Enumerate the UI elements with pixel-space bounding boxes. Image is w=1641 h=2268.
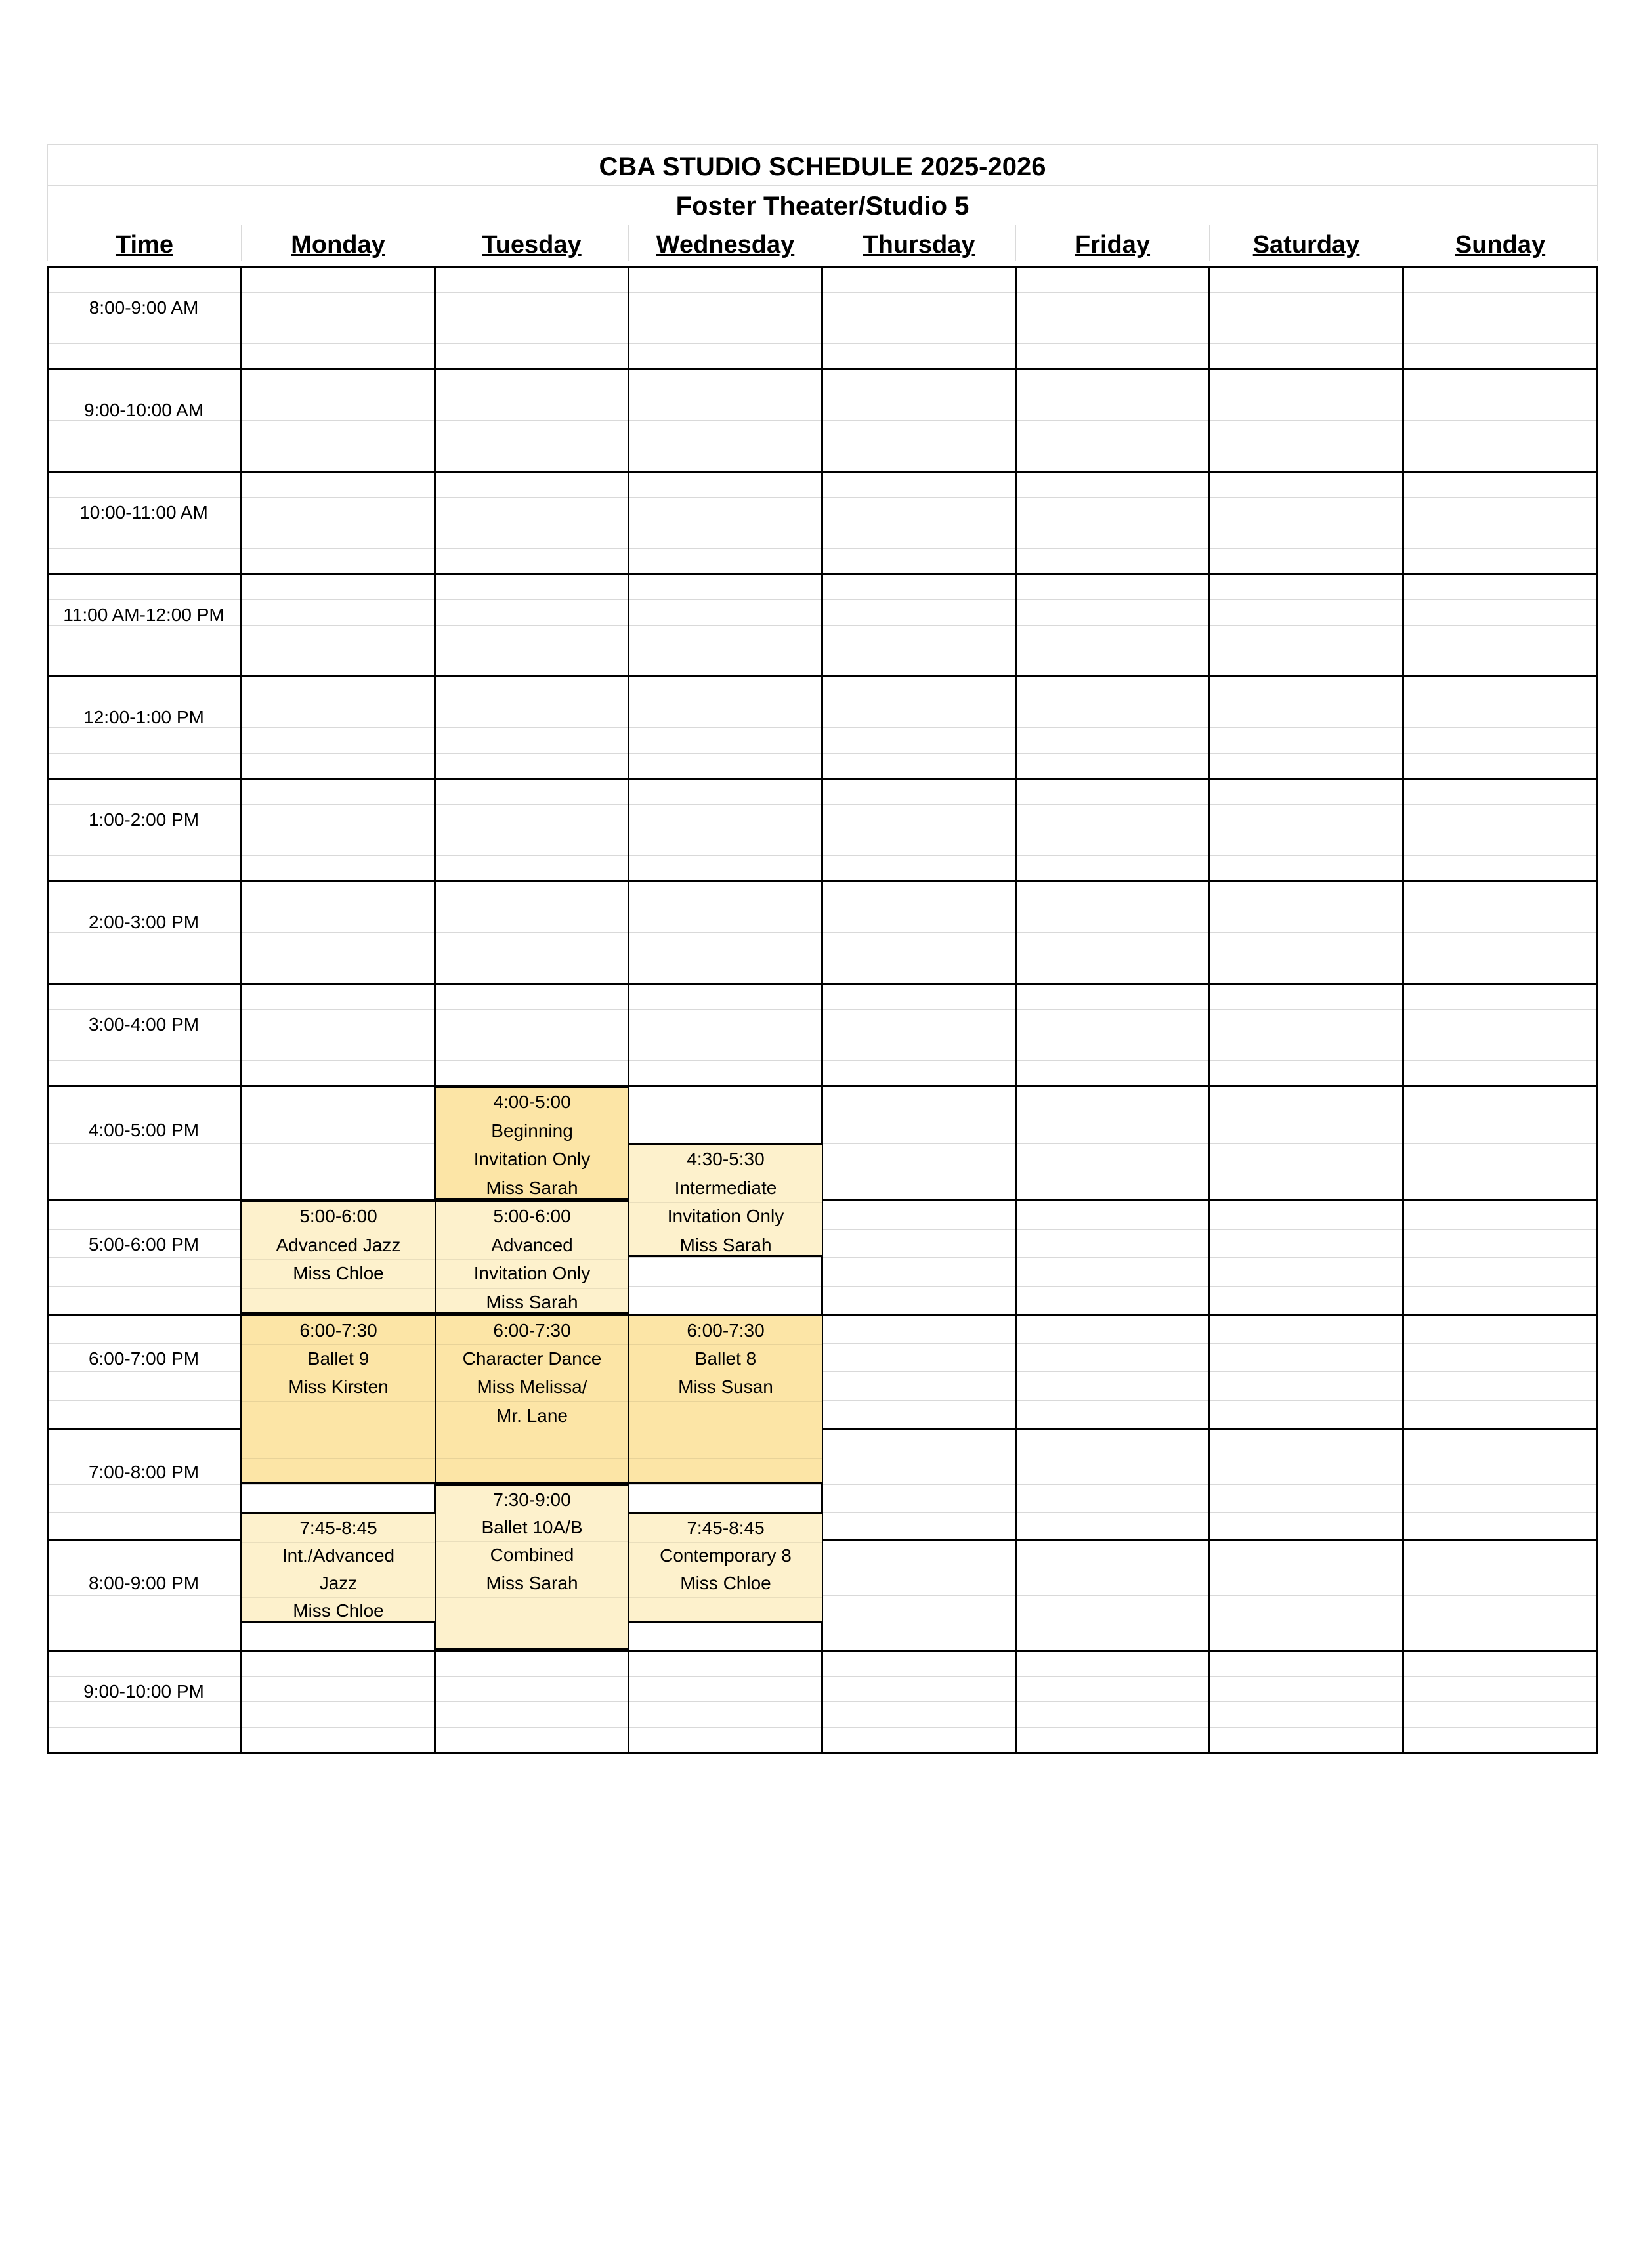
class-detail: Invitation Only bbox=[473, 1149, 591, 1169]
class-detail: Miss Susan bbox=[678, 1377, 773, 1398]
class-block bbox=[629, 1143, 822, 1257]
column-header-thursday: Thursday bbox=[822, 225, 1015, 261]
class-detail bbox=[629, 1458, 822, 1486]
class-detail: Beginning bbox=[491, 1120, 573, 1141]
schedule-title: CBA STUDIO SCHEDULE 2025-2026 bbox=[47, 144, 1598, 185]
time-slot-label: 2:00-3:00 PM bbox=[88, 911, 200, 932]
class-block bbox=[436, 1484, 628, 1650]
class-block bbox=[436, 1200, 628, 1314]
class-detail: Mr. Lane bbox=[496, 1405, 568, 1426]
class-detail bbox=[242, 1430, 435, 1458]
class-detail: Miss Sarah bbox=[679, 1234, 772, 1255]
time-slot-label: 12:00-1:00 PM bbox=[83, 706, 204, 727]
class-time: 6:00-7:30 bbox=[493, 1320, 571, 1340]
class-time: 4:30-5:30 bbox=[687, 1149, 765, 1169]
column-border bbox=[1015, 267, 1017, 1753]
class-detail: Ballet 9 bbox=[307, 1348, 370, 1369]
class-detail: Ballet 8 bbox=[694, 1348, 757, 1369]
class-detail bbox=[436, 1430, 628, 1458]
class-detail bbox=[242, 1288, 435, 1317]
class-detail bbox=[242, 1401, 435, 1430]
class-detail bbox=[436, 1597, 628, 1625]
time-slot-label: 11:00 AM-12:00 PM bbox=[63, 604, 224, 625]
class-time: 7:30-9:00 bbox=[493, 1489, 571, 1510]
schedule-subtitle: Foster Theater/Studio 5 bbox=[47, 185, 1598, 225]
class-detail: Miss Sarah bbox=[486, 1177, 578, 1198]
column-header-monday: Monday bbox=[241, 225, 435, 261]
class-detail: Jazz bbox=[319, 1572, 358, 1593]
class-time: 5:00-6:00 bbox=[299, 1206, 377, 1226]
class-detail: Miss Kirsten bbox=[288, 1377, 389, 1398]
class-time: 6:00-7:30 bbox=[299, 1320, 377, 1340]
class-detail: Miss Sarah bbox=[486, 1291, 578, 1312]
time-slot-label: 10:00-11:00 AM bbox=[79, 502, 208, 523]
class-detail bbox=[629, 1430, 822, 1458]
class-detail bbox=[629, 1597, 822, 1625]
time-slot-label: 1:00-2:00 PM bbox=[88, 809, 200, 830]
column-header-wednesday: Wednesday bbox=[628, 225, 822, 261]
column-header-time: Time bbox=[47, 225, 241, 261]
class-detail bbox=[629, 1401, 822, 1430]
column-header-friday: Friday bbox=[1015, 225, 1209, 261]
class-detail: Invitation Only bbox=[473, 1263, 591, 1283]
class-block bbox=[436, 1314, 628, 1484]
class-detail: Miss Sarah bbox=[486, 1572, 578, 1593]
class-detail bbox=[436, 1625, 628, 1652]
class-block bbox=[629, 1314, 822, 1484]
time-slot-label: 4:00-5:00 PM bbox=[88, 1120, 200, 1141]
column-header-sunday: Sunday bbox=[1403, 225, 1598, 261]
class-detail: Intermediate bbox=[674, 1177, 777, 1198]
time-slot-label: 9:00-10:00 AM bbox=[83, 399, 204, 420]
column-border bbox=[1208, 267, 1210, 1753]
column-border bbox=[1596, 267, 1598, 1753]
column-border bbox=[47, 267, 49, 1753]
class-block bbox=[242, 1512, 435, 1623]
class-block bbox=[436, 1086, 628, 1200]
class-detail: Miss Chloe bbox=[293, 1263, 384, 1283]
class-detail: Combined bbox=[490, 1545, 574, 1566]
column-header-tuesday: Tuesday bbox=[435, 225, 628, 261]
column-header-saturday: Saturday bbox=[1209, 225, 1403, 261]
class-detail: Miss Chloe bbox=[293, 1600, 384, 1621]
time-slot-label: 9:00-10:00 PM bbox=[83, 1680, 204, 1701]
schedule-grid bbox=[47, 144, 1598, 2268]
class-detail: Int./Advanced bbox=[282, 1545, 395, 1566]
class-detail: Miss Melissa/ bbox=[477, 1377, 587, 1398]
class-detail bbox=[436, 1458, 628, 1486]
class-detail: Miss Chloe bbox=[680, 1572, 771, 1593]
class-time: 5:00-6:00 bbox=[493, 1206, 571, 1226]
time-slot-label: 5:00-6:00 PM bbox=[88, 1234, 200, 1255]
class-block bbox=[242, 1314, 435, 1484]
class-block bbox=[242, 1200, 435, 1314]
class-detail bbox=[242, 1458, 435, 1486]
class-time: 6:00-7:30 bbox=[687, 1320, 765, 1340]
class-detail: Advanced Jazz bbox=[276, 1234, 401, 1255]
class-block bbox=[629, 1512, 822, 1623]
column-border bbox=[1402, 267, 1404, 1753]
class-time: 7:45-8:45 bbox=[299, 1517, 377, 1538]
class-time: 7:45-8:45 bbox=[687, 1517, 765, 1538]
class-detail: Invitation Only bbox=[667, 1206, 784, 1226]
class-detail: Advanced bbox=[491, 1234, 573, 1255]
class-time: 4:00-5:00 bbox=[493, 1092, 571, 1112]
class-detail: Ballet 10A/B bbox=[481, 1517, 583, 1538]
class-detail: Character Dance bbox=[462, 1348, 602, 1369]
time-slot-label: 3:00-4:00 PM bbox=[88, 1014, 200, 1035]
time-slot-label: 8:00-9:00 AM bbox=[89, 297, 199, 318]
time-slot-label: 8:00-9:00 PM bbox=[88, 1573, 200, 1594]
time-slot-label: 7:00-8:00 PM bbox=[88, 1462, 200, 1482]
class-detail: Contemporary 8 bbox=[660, 1545, 792, 1566]
time-slot-label: 6:00-7:00 PM bbox=[88, 1348, 200, 1369]
